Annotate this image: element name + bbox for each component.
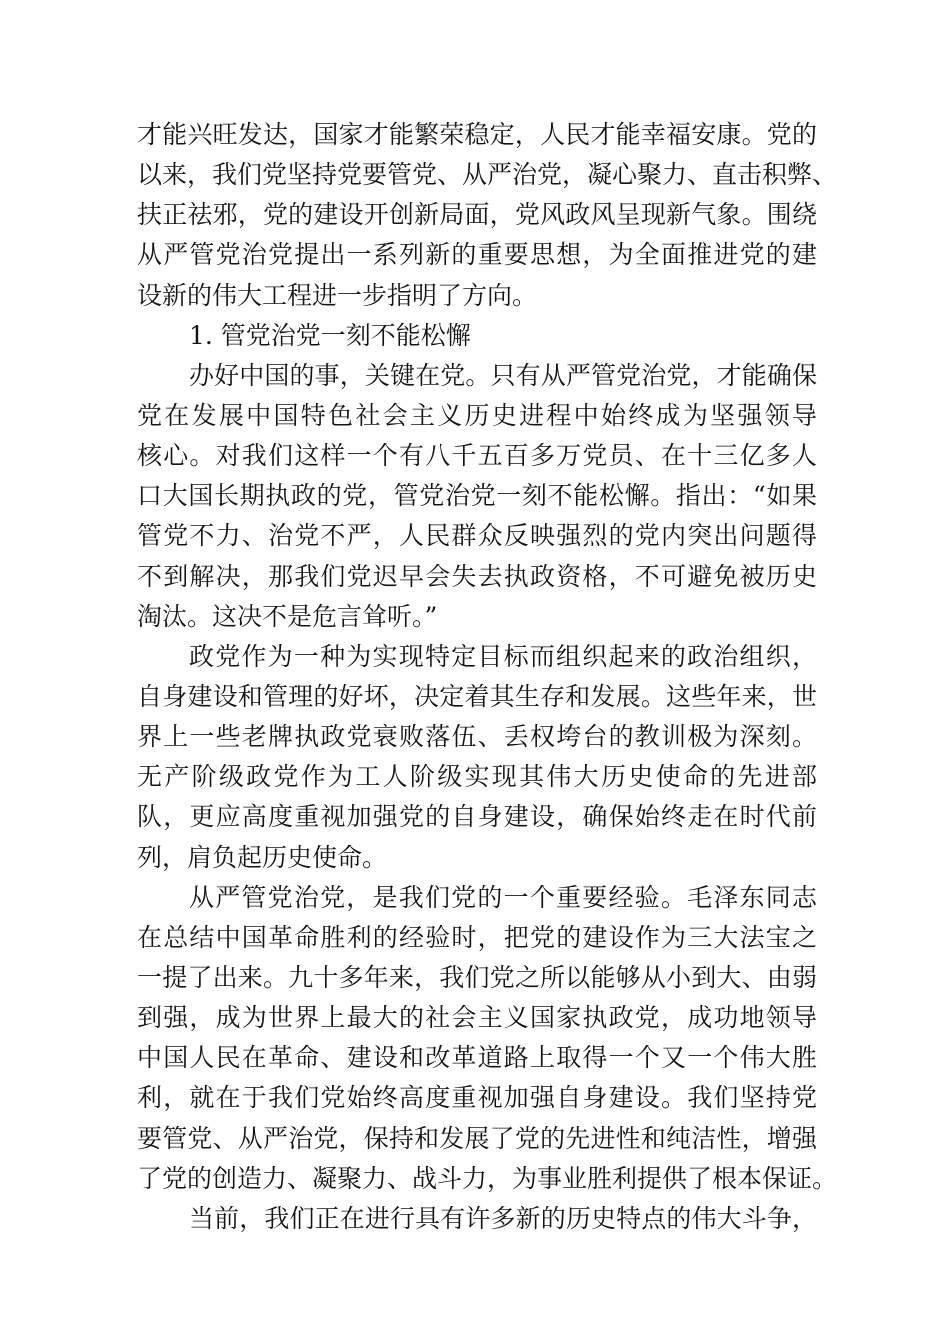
text-line: 不到解决，那我们党迟早会失去执政资格，不可避免被历史 [137, 561, 817, 591]
text-line: 扶正祛邪，党的建设开创新局面，党风政风呈现新气象。围绕 [137, 200, 817, 230]
paragraph-first-line: 1. 管党治党一刻不能松懈 [189, 320, 471, 350]
text-line: 核心。对我们这样一个有八千五百多万党员、在十三亿多人 [137, 441, 817, 471]
text-line: 设新的伟大工程进一步指明了方向。 [137, 280, 538, 310]
text-line: 以来，我们党坚持党要管党、从严治党，凝心聚力、直击积弊、 [137, 160, 838, 190]
text-line: 界上一些老牌执政党衰败落伍、丢权垮台的教训极为深刻。 [137, 722, 817, 752]
text-line: 淘汰。这决不是危言耸听。” [137, 601, 438, 631]
text-line: 从严管党治党提出一系列新的重要思想，为全面推进党的建 [137, 240, 817, 270]
text-line: 一提了出来。九十多年来，我们党之所以能够从小到大、由弱 [137, 962, 817, 992]
text-line: 党在发展中国特色社会主义历史进程中始终成为坚强领导 [137, 400, 817, 430]
text-line: 列，肩负起历史使命。 [137, 842, 388, 872]
paragraph-first-line: 办好中国的事，关键在党。只有从严管党治党，才能确保 [189, 360, 817, 390]
text-line: 中国人民在革命、建设和改革道路上取得一个又一个伟大胜 [137, 1043, 817, 1073]
text-line: 自身建设和管理的好坏，决定着其生存和发展。这些年来，世 [137, 681, 817, 711]
text-line: 才能兴旺发达，国家才能繁荣稳定，人民才能幸福安康。党的 [137, 120, 817, 149]
text-line: 管党不力、治党不严，人民群众反映强烈的党内突出问题得 [137, 521, 817, 551]
paragraph-first-line: 政党作为一种为实现特定目标而组织起来的政治组织， [189, 641, 817, 671]
text-line: 口大国长期执政的党，管党治党一刻不能松懈。指出：“如果 [137, 481, 817, 511]
text-line: 无产阶级政党作为工人阶级实现其伟大历史使命的先进部 [137, 762, 817, 792]
text-line: 了党的创造力、凝聚力、战斗力，为事业胜利提供了根本保证。 [137, 1163, 838, 1193]
body-text [137, 115, 838, 1239]
paragraph-first-line: 当前，我们正在进行具有许多新的历史特点的伟大斗争， [189, 1203, 817, 1233]
text-line: 在总结中国革命胜利的经验时，把党的建设作为三大法宝之 [137, 922, 817, 952]
text-line: 利，就在于我们党始终高度重视加强自身建设。我们坚持党 [137, 1083, 817, 1113]
text-line: 要管党、从严治党，保持和发展了党的先进性和纯洁性，增强 [137, 1123, 817, 1153]
text-line: 队，更应高度重视加强党的自身建设，确保始终走在时代前 [137, 802, 817, 832]
text-line: 到强，成为世界上最大的社会主义国家执政党，成功地领导 [137, 1003, 817, 1033]
paragraph-first-line: 从严管党治党，是我们党的一个重要经验。毛泽东同志 [189, 882, 817, 912]
